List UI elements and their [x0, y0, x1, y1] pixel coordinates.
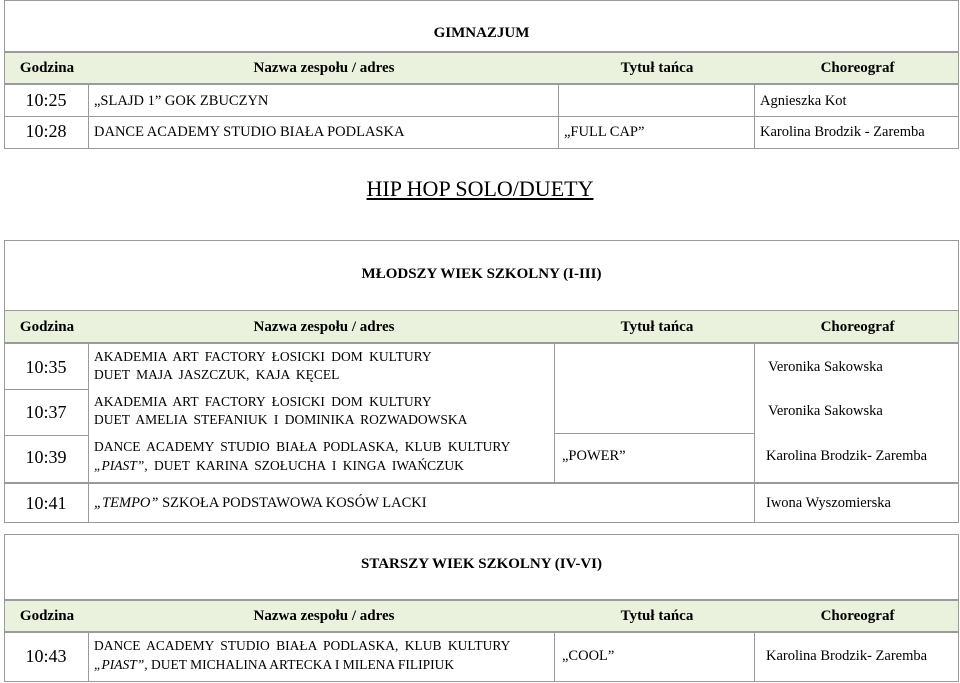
header-choreo: Choreograf	[820, 608, 895, 624]
row-school-name: SZKOŁA PODSTAWOWA KOSÓW LACKI	[158, 495, 427, 511]
row-duet-names: DUET MICHALINA ARTECKA I MILENA FILIPIUK	[147, 657, 455, 672]
row-team-name: DANCE ACADEMY STUDIO BIAŁA PODLASKA	[94, 124, 405, 140]
row-choreographer: Karolina Brodzik- Zaremba	[766, 648, 928, 664]
row-time: 10:35	[25, 357, 67, 377]
row-choreographer: Iwona Wyszomierska	[766, 495, 891, 511]
header-time: Godzina	[19, 60, 75, 76]
row-time: 10:43	[25, 646, 67, 666]
mlodszy-title: MŁODSZY WIEK SZKOLNY (I-III)	[361, 266, 602, 282]
row-choreographer: Veronika Sakowska	[768, 359, 883, 375]
gimnazjum-title: GIMNAZJUM	[433, 25, 530, 41]
row-team-members	[94, 458, 464, 474]
row-time: 10:41	[25, 493, 67, 513]
header-dance: Tytuł tańca	[620, 60, 694, 76]
header-name: Nazwa zespołu / adres	[253, 319, 395, 335]
row-dance-title: „FULL CAP”	[564, 124, 645, 140]
row-choreographer: Agnieszka Kot	[760, 93, 847, 109]
row-team-italic: „TEMPO”	[94, 495, 159, 511]
row-team-name	[94, 495, 427, 512]
row-team-name: DANCE ACADEMY STUDIO BIAŁA PODLASKA, KLUB KULTURY	[94, 638, 511, 653]
header-choreo: Choreograf	[820, 60, 895, 76]
row-club-name: „PIAST”,	[94, 458, 148, 473]
header-choreo: Choreograf	[820, 319, 895, 335]
row-team-name: AKADEMIA ART FACTORY ŁOSICKI DOM KULTURY	[94, 349, 432, 364]
starszy-header-row	[4, 600, 959, 632]
starszy-title: STARSZY WIEK SZKOLNY (IV-VI)	[360, 556, 603, 572]
row-team-name: „SLAJD 1” GOK ZBUCZYN	[94, 93, 269, 109]
section-title: HIP HOP SOLO/DUETY	[366, 176, 594, 201]
row-dance-title: „POWER”	[562, 448, 626, 464]
row-team-name: DANCE ACADEMY STUDIO BIAŁA PODLASKA, KLUB KULTURY	[94, 439, 511, 454]
row-team-name: AKADEMIA ART FACTORY ŁOSICKI DOM KULTURY	[94, 394, 432, 409]
header-name: Nazwa zespołu / adres	[253, 608, 395, 624]
header-name: Nazwa zespołu / adres	[253, 60, 395, 76]
row-time: 10:25	[25, 90, 67, 110]
row-dance-title: „COOL”	[562, 648, 615, 664]
row-choreographer: Karolina Brodzik- Zaremba	[766, 448, 928, 464]
header-time: Godzina	[19, 319, 75, 335]
row-club-name: „PIAST”,	[94, 657, 148, 672]
header-dance: Tytuł tańca	[620, 608, 694, 624]
mlodszy-header-row	[4, 310, 959, 343]
row-choreographer: Karolina Brodzik - Zaremba	[760, 124, 925, 140]
row-team-members: DUET MAJA JASZCZUK, KAJA KĘCEL	[94, 367, 340, 382]
header-time: Godzina	[19, 608, 75, 624]
gimnazjum-header-row	[4, 52, 959, 84]
row-team-members: DUET AMELIA STEFANIUK I DOMINIKA ROZWADOWSKA	[94, 412, 468, 427]
row-choreographer: Veronika Sakowska	[768, 403, 883, 419]
header-dance: Tytuł tańca	[620, 319, 694, 335]
row-time: 10:28	[25, 121, 67, 141]
row-duet-names: DUET KARINA SZOŁUCHA I KINGA IWAŃCZUK	[147, 458, 464, 473]
row-time: 10:39	[25, 447, 67, 467]
row-team-members	[94, 657, 454, 673]
row-time: 10:37	[25, 402, 67, 422]
